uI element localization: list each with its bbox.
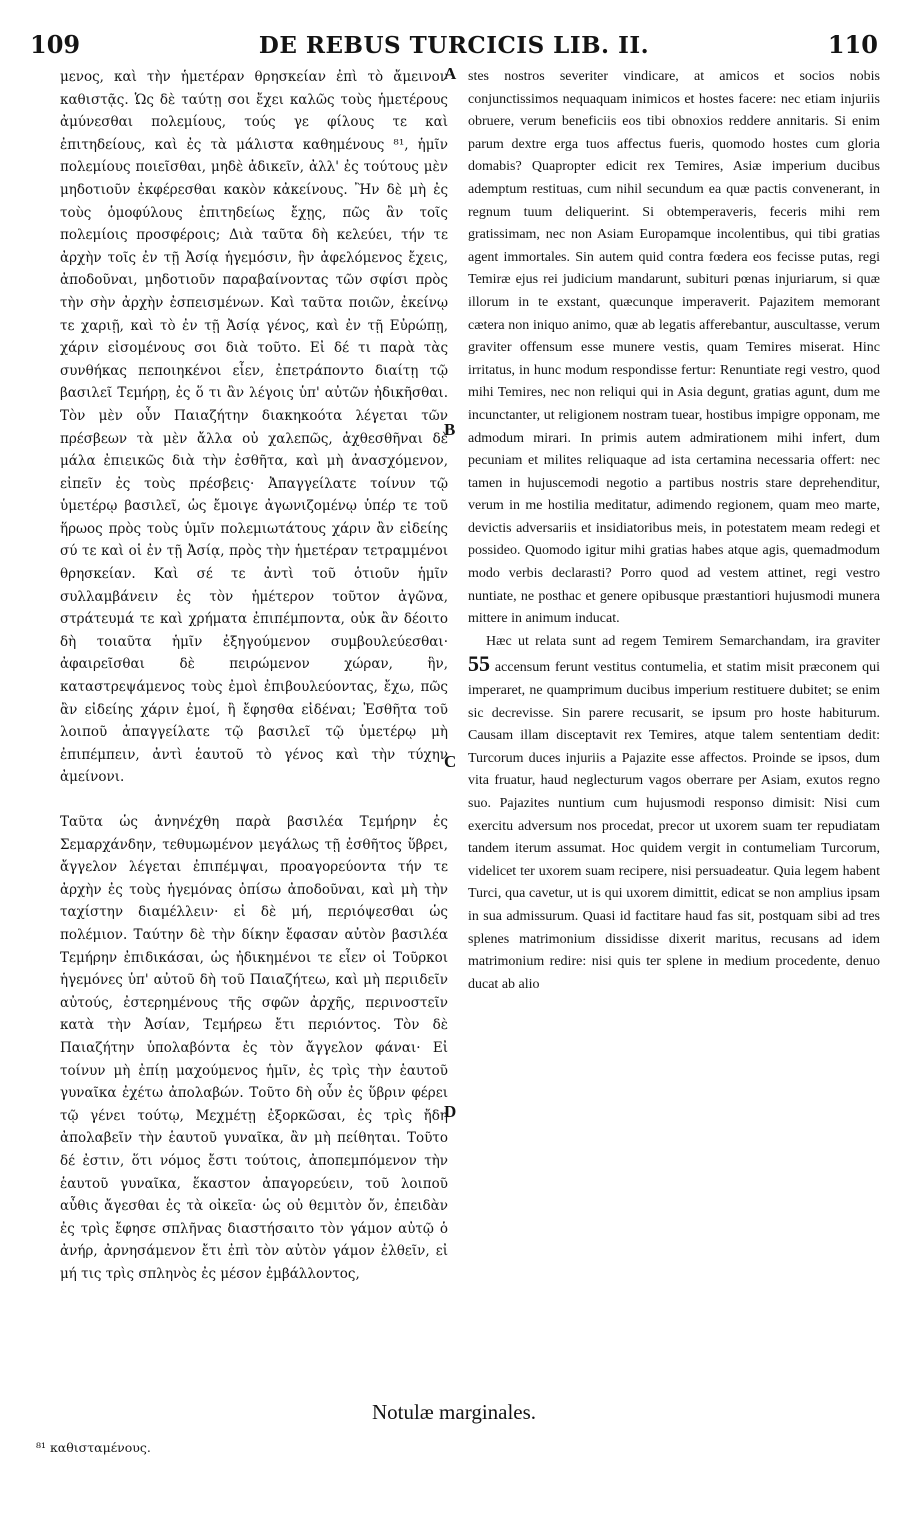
latin-paragraph-2-start: Hæc ut relata sunt ad regem Temirem Semarchandam, ira graviter: [486, 633, 880, 649]
section-marker-c: C: [444, 752, 457, 771]
footnote: ⁸¹ καθισταμένους.: [36, 1440, 151, 1455]
page-number-right: 110: [827, 30, 878, 59]
notulae-heading: Notulæ marginales.: [371, 1400, 537, 1424]
latin-paragraph-2: [468, 631, 880, 997]
section-marker-b: B: [444, 420, 456, 439]
page-number-left: 109: [30, 30, 81, 59]
latin-paragraph-2-rest: accensum ferunt vestitus contumelia, et statim misit præconem qui imperaret, ne quamprimum ducibus imperium restituere dubitet; se enim sic decrevisse. Sin parere recusarit, se ipsum pro hoste habiturum. Causam illam disceptavit rex Temires, atque talem sententiam dedit: Turcorum duces injuriis a Pajazite esse affectos. Proinde se ipsos, dum vita fruatur, haud neglecturum vagos oberrare per Asiam, exutos regno suo. Pajazites nuntium cum hujusmodi responso dimisit: Nisi cum exercitu adversum nos procedat, precor ut uxorem suam ter repudiatam tandem iterum assumat. Hoc quidem vergit in contumeliam Turcorum, videlicet ter uxorem suam recipere, nisi persuadeatur. Quia legem habent Turci, qua cavetur, ut is qui uxorem dimittit, edicat se non amplius ipsam in sua admissurum. Quasi id factitare haud fas sit, postquam sibi ad tres splenes matrimonium dissidisse dixerit maritus, recusans ad idem matrimonium redire: nisi quis ter splene in medium procedente, denuo ducat ab alio: [468, 660, 880, 992]
margin-number: 55: [468, 651, 490, 677]
greek-paragraph-1: μενος, καὶ τὴν ἡμετέραν θρησκείαν ἐπὶ τὸ ἄμεινον καθιστᾷς. Ὡς δὲ ταύτῃ σοι ἔχει καλῶς τοὺς ἡμετέρους ἀμύνεσθαι πολεμίους, τούς γε φίλους τε καὶ ἐπιτηδείους, καὶ ἐς τὰ μάλιστα καθημένους ⁸¹, ἡμῖν πολεμίους ποιεῖσθαι, μηδὲ ἀδικεῖν, ἀλλ' ἐς τούτους μὲν μηδοτιοῦν ἐκφέρεσθαι κακὸν κἀκείνους. Ἢν δὲ μὴ ἐς τοὺς ὁμοφύλους ἐπιτηδείως ἔχῃς, πῶς ἂν τοῖς πολεμίοις προσφέροις; Διὰ ταῦτα δὴ κελεύει, τήν τε ἀρχὴν τοῖς ἐν τῇ Ἀσίᾳ ἡγεμόσιν, ἣν ἀφελόμενος ἔχεις, ἀποδοῦναι, μηδοτιοῦν παραβαίνοντας τῶν σφίσι πρὸς τὴν σὴν ἀρχὴν ἐσπεισμένων. Καὶ ταῦτα ποιῶν, ἐκείνῳ τε χαριῇ, καὶ τὸ ἐν τῇ Ἀσίᾳ γένος, καὶ ἐν τῇ Εὐρώπῃ, χάριν εἰσομένους σοι διὰ τοῦτο. Εἰ δέ τι παρὰ τὰς συνθήκας πεποιηκένοι εἶεν, ἐπετράποντο διαίτῃ τῷ βασιλεῖ Τεμήρῃ, ἐς ὅ τι ἂν λέγοις ὑπ' αὐτῶν ἠδικῆσθαι. Τὸν μὲν οὖν Παιαζήτην διακηκοότα λέγεται τῶν πρέσβεων τὰ μὲν ἄλλα οὐ χαλεπῶς, ἀχθεσθῆναι δὲ μάλα ἐπιεικῶς διὰ τὴν ἐσθῆτα, καὶ μὴ ἀνασχόμενον, εἰπεῖν ἐς τοὺς πρέσβεις· Ἀπαγγείλατε τοίνυν τῷ ὑμετέρῳ βασιλεῖ, ὡς ἔμοιγε ἀγωνιζομένῳ ὑπέρ τε τοῦ ἥρωος πρὸς τοὺς ὑμῖν πολεμιωτάτους χάριν ἂν εἰδείης σύ τε καὶ οἱ ἐν τῇ Ἀσίᾳ, πρὸς τὴν ἡμετέραν τετραμμένοι θρησκείαν. Καὶ σέ τε ἀντὶ τοῦ ὁτιοῦν ἡμῖν συλλαμβάνειν ἐς τὸν ἡμέτερον τοῦτον ἀγῶνα, στράτευμά τε καὶ χρήματα ἐπιπέμποντα, οὐκ ἂν δέοιτο δὴ τοιαῦτα ἡμῖν ἐξηγούμενον συμβουλεύεσθαι· ἀφαιρεῖσθαι δὲ πειρώμενον χώραν, ἣν, καταστρεψάμενος τοὺς ἐμοὶ ἐπιβουλεύοντας, ἔχω, πῶς ἂν εἰδείης χάριν ἐμοί, ἢ ἔφησθα εἰδέναι; Ἐσθῆτα τοῦ λοιποῦ ἀπαγγείλατε τῷ βασιλεῖ τῷ ὑμετέρῳ μὴ ἐπιπέμπειν, ἀντὶ ἑαυτοῦ τὸ γένος καὶ τὴν τύχην ἀμείνονι.: [60, 69, 448, 786]
section-marker-d: D: [444, 1102, 457, 1121]
running-title: DE REBUS TURCICIS LIB. II.: [258, 32, 650, 59]
greek-paragraph-2: Ταῦτα ὡς ἀνηνέχθη παρὰ βασιλέα Τεμήρην ἐς Σεμαρχάνδην, τεθυμωμένον μεγάλως τῇ ἐσθῆτος ὕβρει, ἄγγελον λέγεται ἐπιπέμψαι, προαγορεύοντα τήν τε ἀρχὴν ἐς τοὺς ἡγεμόνας ὀπίσω ἀποδοῦναι, καὶ μὴ τὴν ταχίστην διαμέλλειν· εἰ δὲ μή, περιόψεσθαι ὡς πολέμιον. Ταύτην δὲ τὴν δίκην ἔφασαν αὐτὸν βασιλέα Τεμήρην ἐπιδικάσαι, ὡς ἠδικημένοι τε εἶεν οἱ Τοῦρκοι ἡγεμόνες ὑπ' αὐτοῦ δὴ τοῦ Παιαζήτεω, καὶ μὴ περιιδεῖν αὐτούς, ἐστερημένους τῆς σφῶν ἀρχῆς, περινοστεῖν κατὰ τὴν Ἀσίαν, Τεμήρεω ἔτι περιόντος. Τὸν δὲ Παιαζήτην ὑπολαβόντα ἐς τὸν ἄγγελον φάναι· Εἰ τοίνυν μὴ ἐπίῃ μαχούμενος ἡμῖν, ἐς τρὶς τὴν ἑαυτοῦ γυναῖκα ἐχέτω ἀπολαβών. Τοῦτο δὴ οὖν ἐς ὕβριν φέρει τῷ γένει τούτῳ, Μεχμέτῃ ἐξορκῶσαι, ἐς τρὶς ἤδη ἀπολαβεῖν τὴν ἑαυτοῦ γυναῖκα, ἂν μὴ πείθηται. Τοῦτο δέ ἐστιν, ὅτι νόμος ἔστι τούτοις, ἀποπεμπόμενον τὴν ἑαυτοῦ γυναῖκα, ἕκαστον ἀπαγορεύειν, τοῦ λοιποῦ αὖθις ἄγεσθαι ἐς τὰ οἰκεῖα· ὡς οὐ θεμιτὸν ὄν, ἐπειδὰν ἐς τρὶς ἔφησε σπλῆνας διαστήσαιτο τὸν γάμον αὐτῷ ὁ ἀνήρ, ἀρνησάμενον ἔτι ἐπὶ τὸν αὐτὸν γάμον ἐλθεῖν, εἰ μή τις τρὶς σπληνὸς ἐς μέσον ἐμβάλλοντος,: [60, 814, 448, 1282]
page-header: [30, 30, 878, 66]
greek-column: [60, 66, 448, 1285]
latin-paragraph-1: stes nostros severiter vindicare, at amicos et socios nobis conjunctissimos nequaquam inimicos et hostes facere: nec etiam injuriis obruere, verum beneficiis eos tibi obnoxios reddere annitaris. Si enim parum dextre erga tuos affectus fueris, quomodo hostes cum gloria domabis? Quapropter edicit rex Temires, Asiæ imperium ducibus ademptum restituas, cum nihil secundum ea quæ pactis convenerant, in regnum tuum deliquerint. Si obtemperaveris, feceris mihi rem gratissimam, nec non Asiam Europamque incolentibus, qui tibi gratias agent immortales. Sin autem quid contra fœdera eos fecisse putas, regi Temiræ ejus rei judicium mandarunt, subituri pœnas injuriarum, si quæ illorum in te exstant, quæcunque imperaverit. Pajazitem memorant cætera non iniquo animo, quæ ab legatis afferebantur, auscultasse, verum graviter offensum esse munere vestis, quam Temires miserat. Hinc irritatus, in hunc modum respondisse fertur: Renuntiate regi vestro, quod mihi Temires, nec non reliqui qui in Asia degunt, gratias agunt, dum me incunctanter, ut religionem nostram tuear, hostibus impigre opponam, me admodum mirari. In primis autem admirationem mihi infert, dum pecuniam et milites reliquaque ad ista certamina necessaria offert: nec tamen in hujuscemodi negotio a partibus nostris stare deprehenditur, verum in me hostilia meditatur, adimendo regionem, quam meo marte, devictis adversariis et insidiatoribus meis, in potestatem meam redegi et possideo. Quomodo igitur mihi gratias habes atque agis, quemadmodum modo verbis declarasti? Porro quod ad vestem attinet, regi vestro nuntiate, ne posthac et genere opibusque præstantiori hujusmodi munera mittere in animum inducat.: [468, 69, 880, 627]
latin-column: [468, 66, 880, 996]
section-marker-a: A: [444, 64, 457, 83]
